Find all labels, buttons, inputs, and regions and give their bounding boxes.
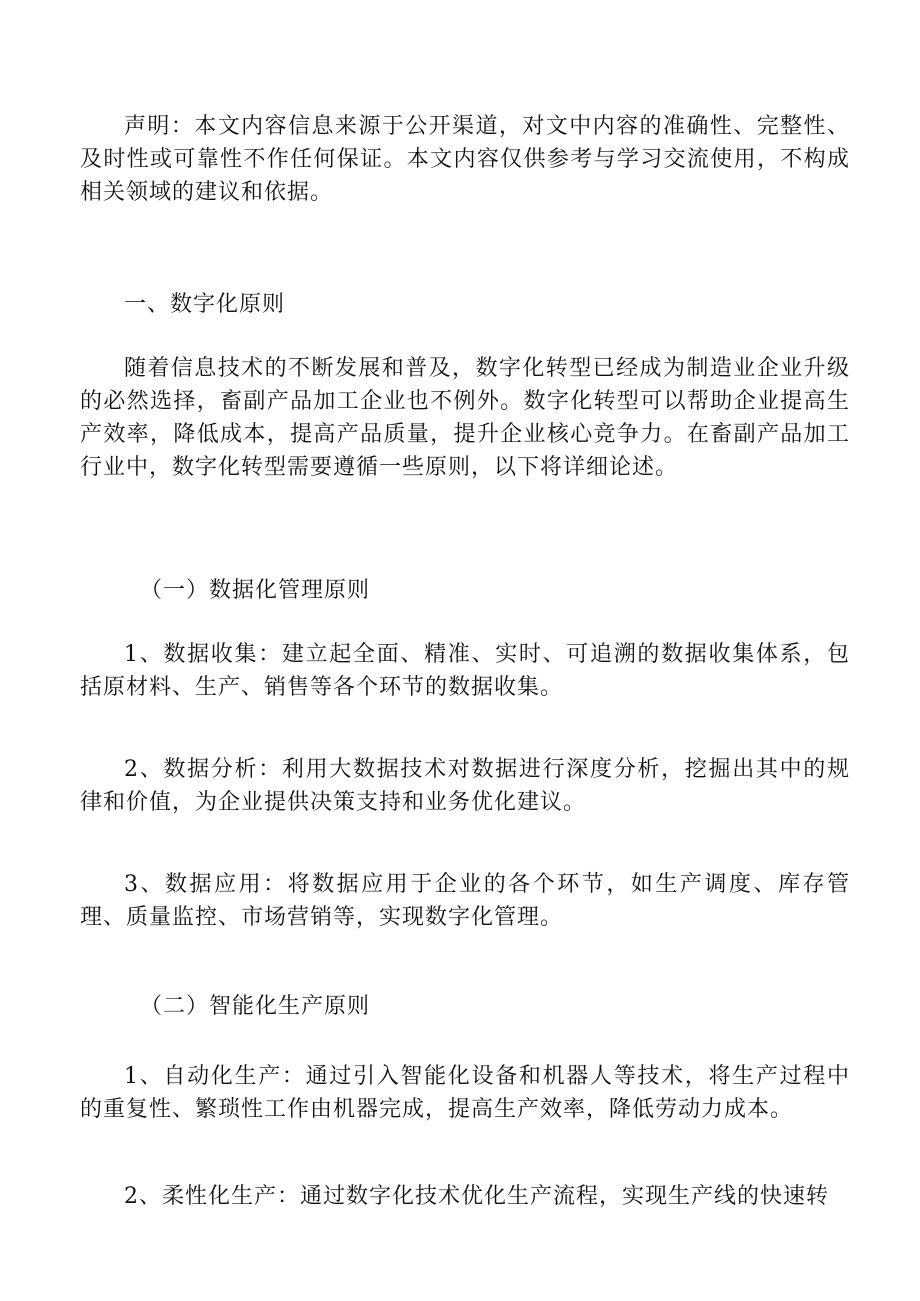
subsection-1-heading: （一）数据化管理原则	[140, 578, 371, 603]
disclaimer-paragraph: 声明：本文内容信息来源于公开渠道，对文中内容的准确性、完整性、及时性或可靠性不作任何保证。本文内容仅供参考与学习交流使用，不构成相关领域的建议和依据。	[80, 114, 850, 205]
section-1-heading: 一、数字化原则	[124, 292, 286, 317]
list-item: 2、数据分析：利用大数据技术对数据进行深度分析，挖掘出其中的规律和价值，为企业提供决策支持和业务优化建议。	[80, 757, 850, 815]
subsection-2-heading: （二）智能化生产原则	[140, 994, 371, 1019]
list-item: 3、数据应用：将数据应用于企业的各个环节，如生产调度、库存管理、质量监控、市场营销等，实现数字化管理。	[80, 872, 850, 930]
list-item: 2、柔性化生产：通过数字化技术优化生产流程，实现生产线的快速转	[124, 1184, 829, 1209]
list-item: 1、数据收集：建立起全面、精准、实时、可追溯的数据收集体系，包括原材料、生产、销售等各个环节的数据收集。	[80, 642, 850, 700]
section-1-intro-paragraph: 随着信息技术的不断发展和普及，数字化转型已经成为制造业企业升级的必然选择，畜副产品加工企业也不例外。数字化转型可以帮助企业提高生产效率，降低成本，提高产品质量，提升企业核心竞争力。在畜副产品加工行业中，数字化转型需要遵循一些原则，以下将详细论述。	[80, 356, 850, 480]
list-item: 1、自动化生产：通过引入智能化设备和机器人等技术，将生产过程中的重复性、繁琐性工作由机器完成，提高生产效率，降低劳动力成本。	[80, 1064, 850, 1122]
